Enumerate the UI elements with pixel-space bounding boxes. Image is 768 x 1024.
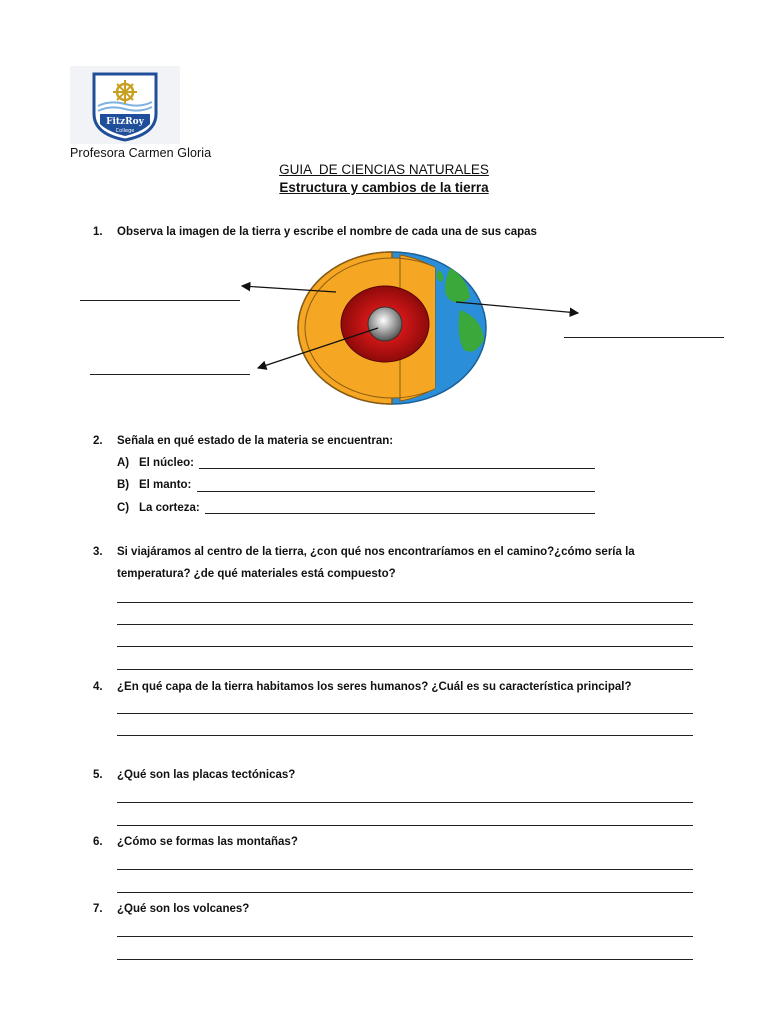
state-label: El manto: (139, 479, 192, 491)
state-letter: A) (117, 457, 130, 469)
answer-line[interactable] (117, 713, 693, 714)
question-number: 7. (93, 903, 103, 915)
question-text: ¿En qué capa de la tierra habitamos los seres humanos? ¿Cuál es su característica principal? (117, 681, 632, 693)
question-number: 5. (93, 769, 103, 781)
question-text: ¿Cómo se formas las montañas? (117, 836, 298, 848)
question-number: 4. (93, 681, 103, 693)
answer-line[interactable] (117, 892, 693, 893)
question-text: Observa la imagen de la tierra y escribe el nombre de cada una de sus capas (117, 226, 537, 238)
logo-text: FitzRoy (106, 117, 144, 127)
answer-line[interactable] (117, 624, 693, 625)
answer-line[interactable] (117, 602, 693, 603)
answer-line[interactable] (117, 825, 693, 826)
answer-line[interactable] (197, 491, 595, 492)
answer-line[interactable] (90, 374, 250, 375)
answer-line[interactable] (205, 513, 595, 514)
answer-line[interactable] (199, 468, 595, 469)
logo-subtext: College (115, 128, 135, 134)
teacher-name: Profesora Carmen Gloria (70, 146, 212, 160)
question-text: ¿Qué son las placas tectónicas? (117, 769, 296, 781)
answer-line[interactable] (117, 869, 693, 870)
state-letter: C) (117, 502, 130, 514)
answer-line[interactable] (117, 646, 693, 647)
answer-line[interactable] (80, 300, 240, 301)
question-number: 3. (93, 546, 103, 558)
question-text-continued: temperatura? ¿de qué materiales está compuesto? (117, 568, 396, 580)
answer-line[interactable] (117, 735, 693, 736)
answer-line[interactable] (564, 337, 724, 338)
answer-line[interactable] (117, 802, 693, 803)
state-label: El núcleo: (139, 457, 194, 469)
answer-line[interactable] (117, 669, 693, 670)
question-text: ¿Qué son los volcanes? (117, 903, 250, 915)
page-title: GUIA DE CIENCIAS NATURALES (279, 162, 489, 177)
page-subtitle: Estructura y cambios de la tierra (279, 180, 489, 195)
answer-line[interactable] (117, 959, 693, 960)
question-number: 6. (93, 836, 103, 848)
answer-line[interactable] (117, 936, 693, 937)
question-text: Si viajáramos al centro de la tierra, ¿con qué nos encontraríamos en el camino?¿cómo sería la (117, 546, 635, 558)
state-label: La corteza: (139, 502, 200, 514)
state-letter: B) (117, 479, 130, 491)
question-number: 1. (93, 226, 103, 238)
question-number: 2. (93, 435, 103, 447)
question-text: Señala en qué estado de la materia se encuentran: (117, 435, 394, 447)
